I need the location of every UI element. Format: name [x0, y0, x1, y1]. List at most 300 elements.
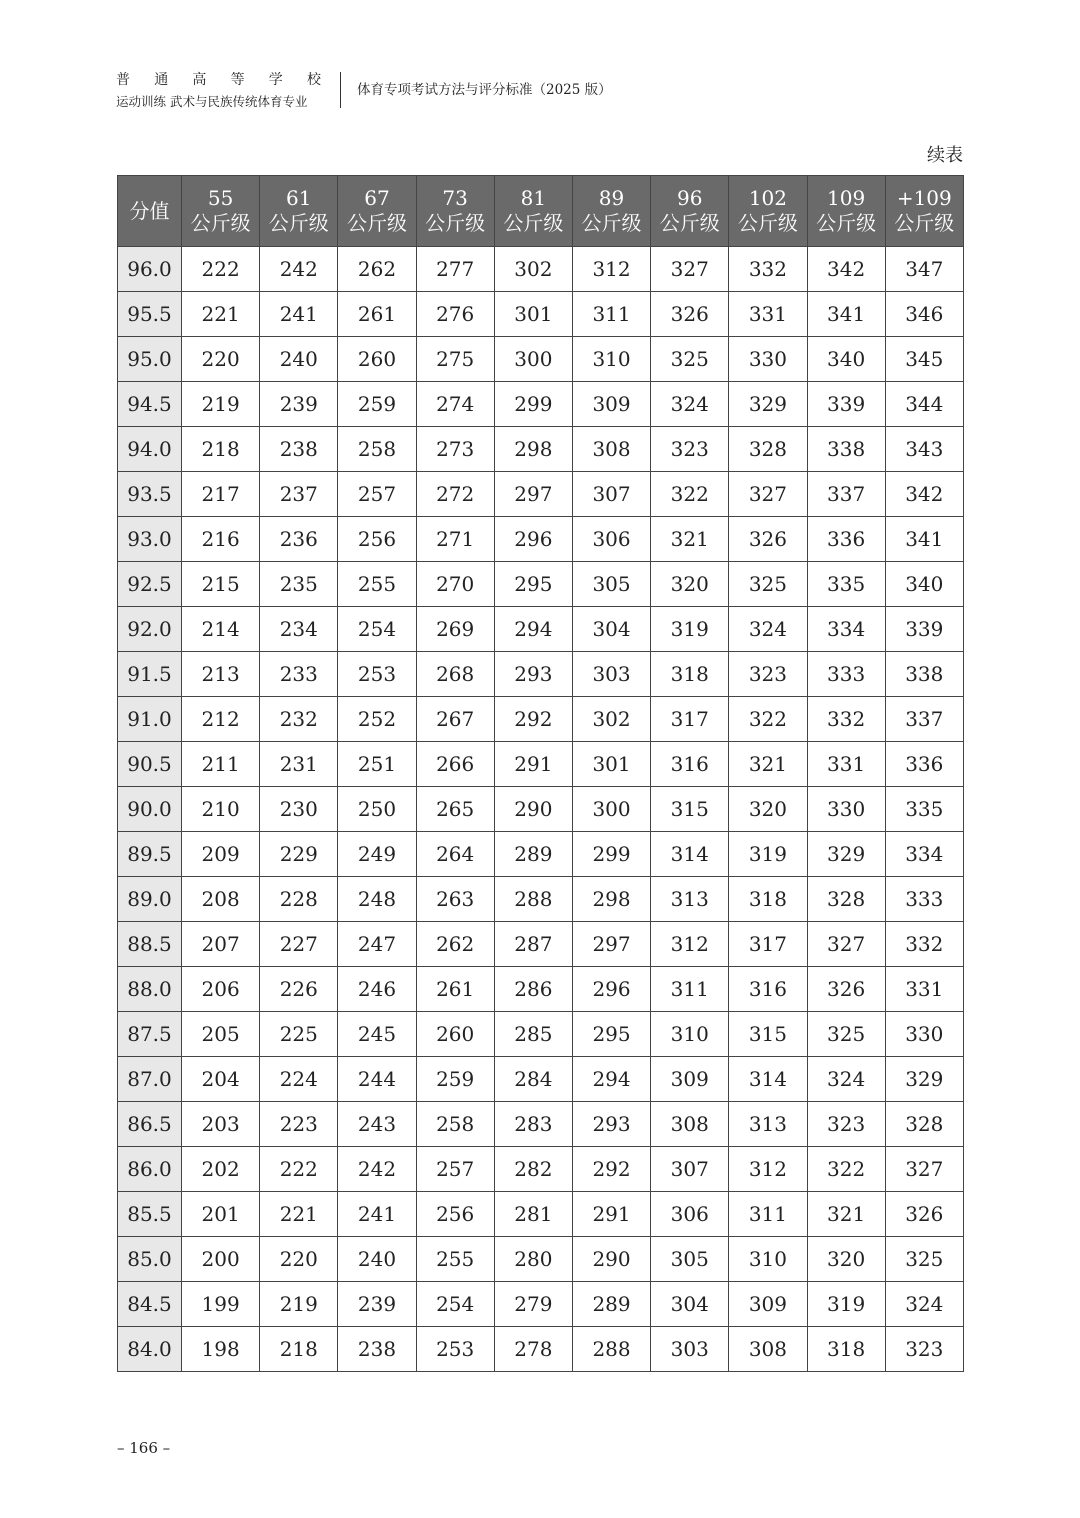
score-cell: 95.0	[118, 337, 182, 382]
value-cell: 314	[729, 1057, 807, 1102]
value-cell: 251	[338, 742, 416, 787]
school-heading-char: 通	[154, 72, 169, 88]
score-cell: 87.5	[118, 1012, 182, 1057]
value-cell: 324	[729, 607, 807, 652]
value-cell: 260	[416, 1012, 494, 1057]
score-cell: 86.5	[118, 1102, 182, 1147]
table-row	[118, 1192, 964, 1237]
score-cell: 86.0	[118, 1147, 182, 1192]
value-cell: 242	[260, 247, 338, 292]
score-cell: 84.5	[118, 1282, 182, 1327]
value-cell: 258	[416, 1102, 494, 1147]
value-cell: 323	[651, 427, 729, 472]
weight-class-header	[260, 176, 338, 247]
value-cell: 301	[494, 292, 572, 337]
value-cell: 290	[494, 787, 572, 832]
value-cell: 240	[260, 337, 338, 382]
value-cell: 341	[885, 517, 963, 562]
school-heading-char: 校	[306, 72, 321, 88]
score-cell: 88.0	[118, 967, 182, 1012]
value-cell: 236	[260, 517, 338, 562]
value-cell: 285	[494, 1012, 572, 1057]
value-cell: 337	[885, 697, 963, 742]
weight-class-number: 61	[286, 186, 312, 210]
value-cell: 291	[494, 742, 572, 787]
value-cell: 326	[651, 292, 729, 337]
value-cell: 312	[651, 922, 729, 967]
weight-class-unit: 公斤级	[268, 211, 329, 235]
value-cell: 302	[494, 247, 572, 292]
table-row	[118, 1012, 964, 1057]
weight-class-number: 67	[364, 186, 390, 210]
header-divider	[340, 72, 341, 108]
value-cell: 321	[729, 742, 807, 787]
book-title: 体育专项考试方法与评分标准（2025 版）	[357, 82, 612, 98]
value-cell: 343	[885, 427, 963, 472]
value-cell: 321	[807, 1192, 885, 1237]
value-cell: 316	[651, 742, 729, 787]
value-cell: 265	[416, 787, 494, 832]
value-cell: 283	[494, 1102, 572, 1147]
value-cell: 331	[729, 292, 807, 337]
value-cell: 270	[416, 562, 494, 607]
weight-class-header	[729, 176, 807, 247]
score-cell: 89.0	[118, 877, 182, 922]
value-cell: 305	[572, 562, 650, 607]
table-row	[118, 742, 964, 787]
value-cell: 254	[416, 1282, 494, 1327]
value-cell: 307	[651, 1147, 729, 1192]
value-cell: 277	[416, 247, 494, 292]
value-cell: 311	[572, 292, 650, 337]
value-cell: 216	[182, 517, 260, 562]
value-cell: 226	[260, 967, 338, 1012]
value-cell: 242	[338, 1147, 416, 1192]
value-cell: 314	[651, 832, 729, 877]
value-cell: 267	[416, 697, 494, 742]
value-cell: 303	[651, 1327, 729, 1372]
value-cell: 295	[494, 562, 572, 607]
value-cell: 323	[729, 652, 807, 697]
value-cell: 300	[572, 787, 650, 832]
value-cell: 316	[729, 967, 807, 1012]
value-cell: 205	[182, 1012, 260, 1057]
value-cell: 198	[182, 1327, 260, 1372]
value-cell: 244	[338, 1057, 416, 1102]
value-cell: 299	[494, 382, 572, 427]
value-cell: 333	[885, 877, 963, 922]
weight-class-header	[885, 176, 963, 247]
value-cell: 309	[729, 1282, 807, 1327]
value-cell: 309	[572, 382, 650, 427]
value-cell: 279	[494, 1282, 572, 1327]
value-cell: 300	[494, 337, 572, 382]
table-row	[118, 1057, 964, 1102]
value-cell: 229	[260, 832, 338, 877]
value-cell: 318	[807, 1327, 885, 1372]
value-cell: 295	[572, 1012, 650, 1057]
score-cell: 93.5	[118, 472, 182, 517]
value-cell: 305	[651, 1237, 729, 1282]
value-cell: 319	[729, 832, 807, 877]
weight-class-number: +109	[896, 186, 952, 210]
value-cell: 231	[260, 742, 338, 787]
table-row	[118, 427, 964, 472]
table-row	[118, 1282, 964, 1327]
value-cell: 332	[807, 697, 885, 742]
value-cell: 315	[729, 1012, 807, 1057]
value-cell: 331	[807, 742, 885, 787]
value-cell: 218	[182, 427, 260, 472]
value-cell: 224	[260, 1057, 338, 1102]
value-cell: 212	[182, 697, 260, 742]
value-cell: 296	[494, 517, 572, 562]
value-cell: 311	[651, 967, 729, 1012]
value-cell: 256	[416, 1192, 494, 1237]
value-cell: 319	[807, 1282, 885, 1327]
value-cell: 307	[572, 472, 650, 517]
table-row	[118, 697, 964, 742]
weight-class-unit: 公斤级	[190, 211, 251, 235]
value-cell: 239	[260, 382, 338, 427]
value-cell: 317	[651, 697, 729, 742]
value-cell: 292	[572, 1147, 650, 1192]
value-cell: 262	[416, 922, 494, 967]
weight-class-unit: 公斤级	[581, 211, 642, 235]
weight-class-header	[416, 176, 494, 247]
value-cell: 264	[416, 832, 494, 877]
value-cell: 323	[885, 1327, 963, 1372]
value-cell: 253	[416, 1327, 494, 1372]
score-cell: 90.5	[118, 742, 182, 787]
value-cell: 330	[729, 337, 807, 382]
value-cell: 318	[729, 877, 807, 922]
value-cell: 333	[807, 652, 885, 697]
value-cell: 206	[182, 967, 260, 1012]
weight-class-number: 96	[676, 186, 703, 210]
value-cell: 261	[416, 967, 494, 1012]
value-cell: 340	[807, 337, 885, 382]
weight-class-number: 81	[520, 186, 547, 210]
value-cell: 304	[572, 607, 650, 652]
value-cell: 299	[572, 832, 650, 877]
value-cell: 235	[260, 562, 338, 607]
value-cell: 342	[807, 247, 885, 292]
value-cell: 324	[885, 1282, 963, 1327]
value-cell: 329	[885, 1057, 963, 1102]
value-cell: 200	[182, 1237, 260, 1282]
value-cell: 331	[885, 967, 963, 1012]
table-row	[118, 1102, 964, 1147]
value-cell: 325	[885, 1237, 963, 1282]
value-cell: 240	[338, 1237, 416, 1282]
value-cell: 252	[338, 697, 416, 742]
value-cell: 308	[729, 1327, 807, 1372]
value-cell: 248	[338, 877, 416, 922]
value-cell: 329	[807, 832, 885, 877]
weight-class-number: 73	[442, 186, 468, 210]
value-cell: 328	[885, 1102, 963, 1147]
score-cell: 89.5	[118, 832, 182, 877]
table-row	[118, 1237, 964, 1282]
value-cell: 336	[885, 742, 963, 787]
value-cell: 289	[494, 832, 572, 877]
table-row	[118, 472, 964, 517]
value-cell: 214	[182, 607, 260, 652]
weight-class-unit: 公斤级	[425, 211, 486, 235]
value-cell: 334	[807, 607, 885, 652]
score-cell: 92.5	[118, 562, 182, 607]
value-cell: 221	[182, 292, 260, 337]
value-cell: 318	[651, 652, 729, 697]
value-cell: 247	[338, 922, 416, 967]
table-row	[118, 922, 964, 967]
value-cell: 308	[651, 1102, 729, 1147]
value-cell: 302	[572, 697, 650, 742]
value-cell: 209	[182, 832, 260, 877]
value-cell: 328	[807, 877, 885, 922]
major-subtitle: 运动训练 武术与民族传统体育专业	[116, 94, 308, 109]
value-cell: 315	[651, 787, 729, 832]
score-cell: 92.0	[118, 607, 182, 652]
value-cell: 234	[260, 607, 338, 652]
value-cell: 208	[182, 877, 260, 922]
value-cell: 306	[572, 517, 650, 562]
school-heading-char: 普	[116, 72, 130, 88]
value-cell: 325	[729, 562, 807, 607]
running-header-left	[116, 70, 328, 112]
value-cell: 254	[338, 607, 416, 652]
value-cell: 268	[416, 652, 494, 697]
value-cell: 301	[572, 742, 650, 787]
value-cell: 201	[182, 1192, 260, 1237]
value-cell: 281	[494, 1192, 572, 1237]
value-cell: 293	[494, 652, 572, 697]
value-cell: 330	[807, 787, 885, 832]
score-cell: 91.0	[118, 697, 182, 742]
score-column-header: 分值	[118, 176, 182, 247]
value-cell: 344	[885, 382, 963, 427]
value-cell: 336	[807, 517, 885, 562]
value-cell: 222	[182, 247, 260, 292]
value-cell: 342	[885, 472, 963, 517]
weight-class-number: 55	[207, 186, 234, 210]
value-cell: 292	[494, 697, 572, 742]
value-cell: 219	[182, 382, 260, 427]
table-row	[118, 247, 964, 292]
value-cell: 326	[885, 1192, 963, 1237]
value-cell: 345	[885, 337, 963, 382]
value-cell: 259	[416, 1057, 494, 1102]
value-cell: 215	[182, 562, 260, 607]
value-cell: 260	[338, 337, 416, 382]
weight-class-unit: 公斤级	[816, 211, 877, 235]
value-cell: 241	[260, 292, 338, 337]
value-cell: 250	[338, 787, 416, 832]
weight-class-number: 89	[598, 186, 625, 210]
value-cell: 334	[885, 832, 963, 877]
weight-class-unit: 公斤级	[894, 211, 955, 235]
value-cell: 340	[885, 562, 963, 607]
value-cell: 339	[807, 382, 885, 427]
table-row	[118, 652, 964, 697]
table-row	[118, 607, 964, 652]
weight-class-unit: 公斤级	[737, 211, 798, 235]
value-cell: 327	[651, 247, 729, 292]
value-cell: 269	[416, 607, 494, 652]
value-cell: 322	[651, 472, 729, 517]
value-cell: 337	[807, 472, 885, 517]
value-cell: 257	[416, 1147, 494, 1192]
value-cell: 271	[416, 517, 494, 562]
weight-class-header	[572, 176, 650, 247]
value-cell: 289	[572, 1282, 650, 1327]
score-cell: 94.0	[118, 427, 182, 472]
school-heading-char: 学	[268, 72, 283, 88]
value-cell: 239	[338, 1282, 416, 1327]
value-cell: 297	[572, 922, 650, 967]
value-cell: 255	[338, 562, 416, 607]
value-cell: 297	[494, 472, 572, 517]
value-cell: 245	[338, 1012, 416, 1057]
value-cell: 341	[807, 292, 885, 337]
value-cell: 325	[651, 337, 729, 382]
value-cell: 324	[807, 1057, 885, 1102]
score-cell: 85.5	[118, 1192, 182, 1237]
value-cell: 225	[260, 1012, 338, 1057]
value-cell: 207	[182, 922, 260, 967]
value-cell: 284	[494, 1057, 572, 1102]
value-cell: 227	[260, 922, 338, 967]
value-cell: 335	[885, 787, 963, 832]
value-cell: 241	[338, 1192, 416, 1237]
value-cell: 288	[494, 877, 572, 922]
value-cell: 210	[182, 787, 260, 832]
value-cell: 211	[182, 742, 260, 787]
value-cell: 311	[729, 1192, 807, 1237]
value-cell: 313	[729, 1102, 807, 1147]
value-cell: 257	[338, 472, 416, 517]
score-cell: 90.0	[118, 787, 182, 832]
value-cell: 298	[572, 877, 650, 922]
value-cell: 221	[260, 1192, 338, 1237]
value-cell: 339	[885, 607, 963, 652]
score-cell: 94.5	[118, 382, 182, 427]
value-cell: 213	[182, 652, 260, 697]
table-row	[118, 832, 964, 877]
value-cell: 228	[260, 877, 338, 922]
weight-class-number: 109	[827, 186, 866, 210]
value-cell: 262	[338, 247, 416, 292]
value-cell: 249	[338, 832, 416, 877]
table-row	[118, 967, 964, 1012]
value-cell: 347	[885, 247, 963, 292]
value-cell: 324	[651, 382, 729, 427]
value-cell: 243	[338, 1102, 416, 1147]
value-cell: 199	[182, 1282, 260, 1327]
value-cell: 327	[885, 1147, 963, 1192]
table-row	[118, 517, 964, 562]
table-row	[118, 292, 964, 337]
value-cell: 282	[494, 1147, 572, 1192]
table-row	[118, 562, 964, 607]
weight-class-header	[338, 176, 416, 247]
score-cell: 88.5	[118, 922, 182, 967]
value-cell: 317	[729, 922, 807, 967]
value-cell: 233	[260, 652, 338, 697]
weight-class-header	[182, 176, 260, 247]
continued-table-label: 续表	[927, 145, 963, 166]
value-cell: 327	[807, 922, 885, 967]
value-cell: 258	[338, 427, 416, 472]
value-cell: 304	[651, 1282, 729, 1327]
value-cell: 275	[416, 337, 494, 382]
value-cell: 332	[729, 247, 807, 292]
value-cell: 288	[572, 1327, 650, 1372]
table-row	[118, 1147, 964, 1192]
value-cell: 327	[729, 472, 807, 517]
table-row	[118, 787, 964, 832]
value-cell: 310	[572, 337, 650, 382]
value-cell: 332	[885, 922, 963, 967]
value-cell: 218	[260, 1327, 338, 1372]
weight-class-header	[651, 176, 729, 247]
school-heading-char: 高	[192, 72, 207, 88]
value-cell: 238	[338, 1327, 416, 1372]
value-cell: 306	[651, 1192, 729, 1237]
value-cell: 322	[729, 697, 807, 742]
value-cell: 278	[494, 1327, 572, 1372]
table-row	[118, 382, 964, 427]
value-cell: 312	[729, 1147, 807, 1192]
value-cell: 220	[260, 1237, 338, 1282]
value-cell: 326	[729, 517, 807, 562]
value-cell: 335	[807, 562, 885, 607]
value-cell: 308	[572, 427, 650, 472]
value-cell: 287	[494, 922, 572, 967]
table-row	[118, 337, 964, 382]
value-cell: 220	[182, 337, 260, 382]
value-cell: 293	[572, 1102, 650, 1147]
value-cell: 253	[338, 652, 416, 697]
weight-class-header	[494, 176, 572, 247]
value-cell: 310	[651, 1012, 729, 1057]
value-cell: 266	[416, 742, 494, 787]
score-cell: 93.0	[118, 517, 182, 562]
value-cell: 256	[338, 517, 416, 562]
value-cell: 237	[260, 472, 338, 517]
value-cell: 203	[182, 1102, 260, 1147]
score-cell: 96.0	[118, 247, 182, 292]
value-cell: 222	[260, 1147, 338, 1192]
school-type-heading	[116, 70, 321, 90]
value-cell: 294	[494, 607, 572, 652]
value-cell: 246	[338, 967, 416, 1012]
value-cell: 286	[494, 967, 572, 1012]
value-cell: 290	[572, 1237, 650, 1282]
value-cell: 255	[416, 1237, 494, 1282]
value-cell: 330	[885, 1012, 963, 1057]
table-row	[118, 877, 964, 922]
value-cell: 280	[494, 1237, 572, 1282]
value-cell: 238	[260, 427, 338, 472]
value-cell: 259	[338, 382, 416, 427]
table-body	[118, 247, 964, 1372]
score-cell: 87.0	[118, 1057, 182, 1102]
score-cell: 85.0	[118, 1237, 182, 1282]
value-cell: 310	[729, 1237, 807, 1282]
page-number: – 166 –	[117, 1439, 171, 1457]
